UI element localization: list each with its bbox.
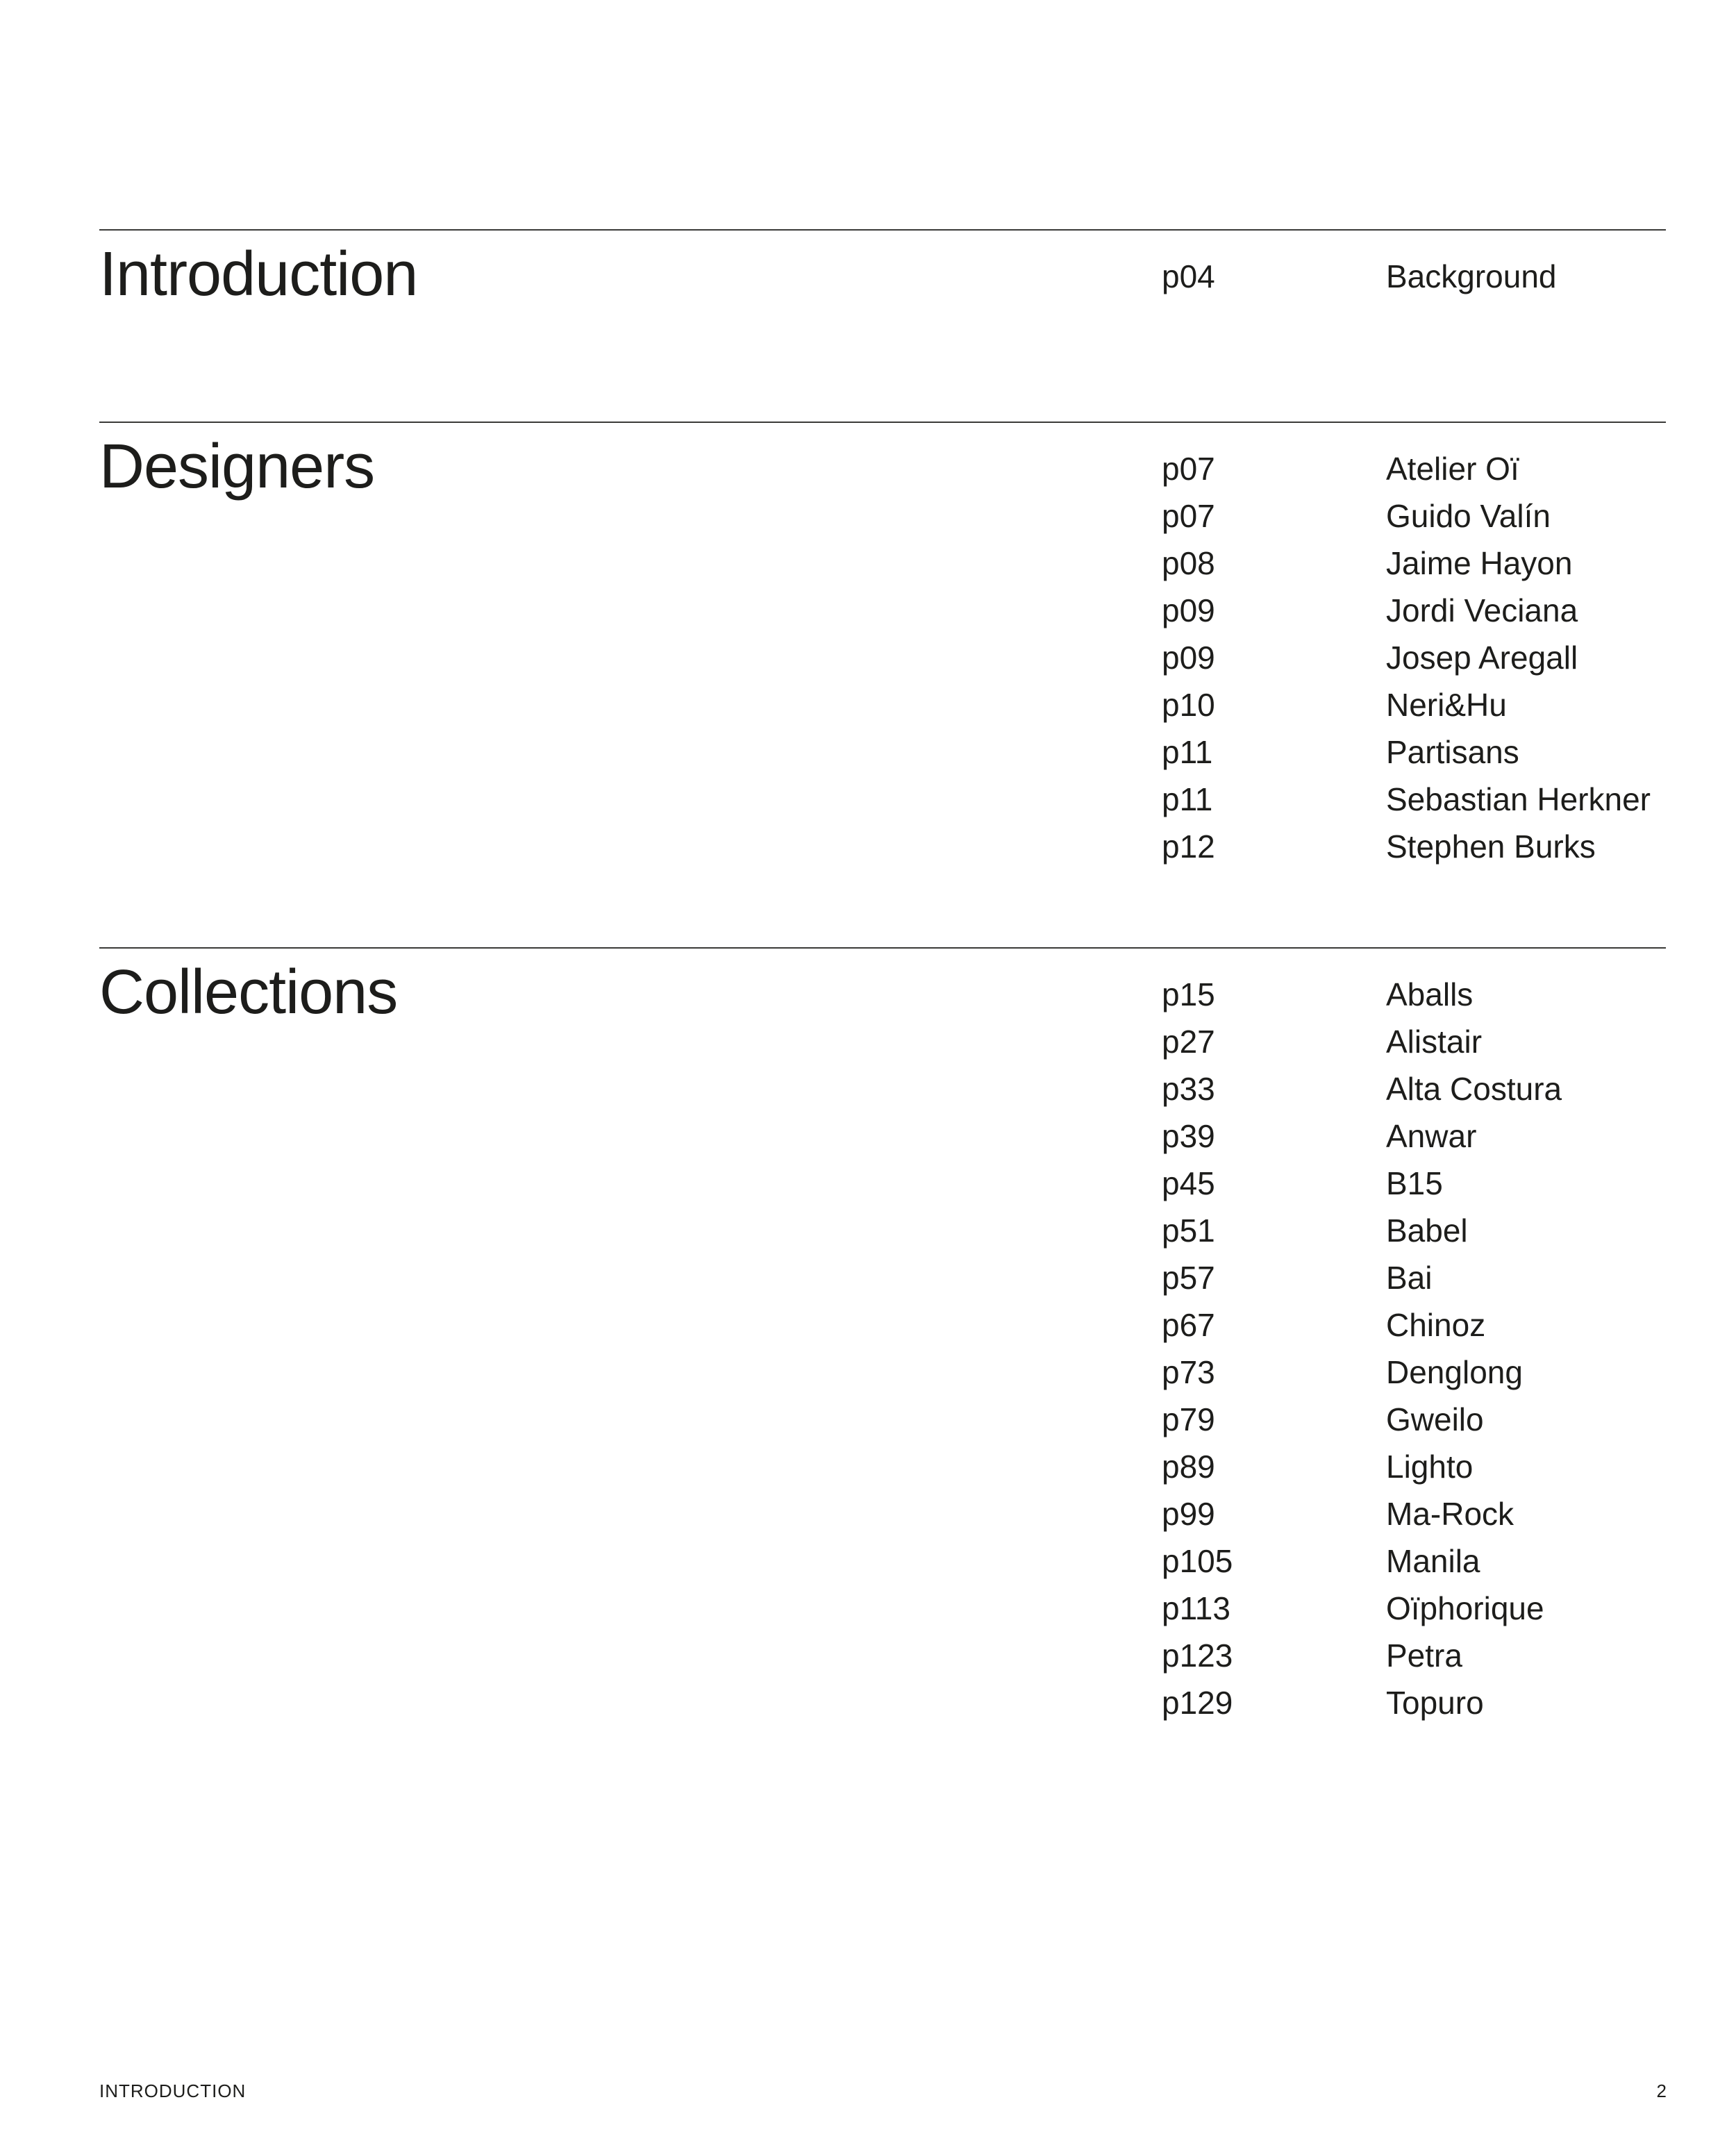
toc-entry-title: Alistair [1386, 1024, 1483, 1060]
toc-entry[interactable] [1162, 823, 1651, 870]
section-title: Collections [99, 958, 398, 1027]
toc-entry[interactable] [1162, 1537, 1562, 1585]
toc-page-number: p08 [1162, 545, 1215, 581]
toc-entry[interactable] [1162, 776, 1651, 823]
toc-page-number: p105 [1162, 1543, 1233, 1579]
toc-entry[interactable] [1162, 445, 1651, 492]
toc-entry[interactable] [1162, 1301, 1562, 1349]
toc-page-number: p79 [1162, 1401, 1215, 1437]
toc-entry-title: Background [1386, 258, 1557, 294]
toc-entry-title: Alta Costura [1386, 1071, 1562, 1107]
toc-page-number: p09 [1162, 640, 1215, 676]
toc-entry-title: Petra [1386, 1637, 1462, 1674]
toc-page-number: p129 [1162, 1685, 1233, 1721]
toc-entry-title: B15 [1386, 1165, 1443, 1201]
toc-entry-title: Oïphorique [1386, 1590, 1544, 1626]
section-collections [99, 947, 1666, 1782]
toc-page-number: p113 [1162, 1590, 1230, 1626]
toc-entry[interactable] [1162, 634, 1651, 681]
toc-page-number: p45 [1162, 1165, 1215, 1201]
toc-page-number: p73 [1162, 1354, 1215, 1390]
toc-entry-title: Partisans [1386, 734, 1519, 770]
toc-entry[interactable] [1162, 1018, 1562, 1065]
toc-entry[interactable] [1162, 1490, 1562, 1537]
toc-page-number: p07 [1162, 498, 1215, 534]
section-designers [99, 422, 1666, 949]
toc-entry[interactable] [1162, 1349, 1562, 1396]
toc-entry-title: Anwar [1386, 1118, 1477, 1154]
toc-entry[interactable] [1162, 681, 1651, 728]
toc-entry[interactable] [1162, 492, 1651, 540]
toc-page-number: p57 [1162, 1260, 1215, 1296]
toc-page-number: p07 [1162, 451, 1215, 487]
toc-entry-title: Topuro [1386, 1685, 1484, 1721]
toc-page-number: p123 [1162, 1637, 1233, 1674]
toc-entry-title: Lighto [1386, 1449, 1474, 1485]
section-title: Introduction [99, 240, 418, 309]
toc-list [1162, 253, 1557, 300]
toc-entry[interactable] [1162, 253, 1557, 300]
toc-entry-title: Manila [1386, 1543, 1480, 1579]
toc-entry-title: Josep Aregall [1386, 640, 1578, 676]
toc-entry[interactable] [1162, 540, 1651, 587]
toc-page-number: p67 [1162, 1307, 1215, 1343]
toc-page-number: p09 [1162, 592, 1215, 628]
toc-page-number: p27 [1162, 1024, 1215, 1060]
toc-entry-title: Stephen Burks [1386, 828, 1596, 865]
toc-entry[interactable] [1162, 1160, 1562, 1207]
toc-entry[interactable] [1162, 587, 1651, 634]
toc-entry-title: Guido Valín [1386, 498, 1551, 534]
footer-section-label: INTRODUCTION [99, 2081, 247, 2101]
toc-page-number: p33 [1162, 1071, 1215, 1107]
toc-page-number: p15 [1162, 976, 1215, 1012]
toc-entry[interactable] [1162, 1632, 1562, 1679]
toc-entry-title: Jaime Hayon [1386, 545, 1573, 581]
toc-entry-title: Bai [1386, 1260, 1433, 1296]
toc-entry-title: Jordi Veciana [1386, 592, 1578, 628]
section-title: Designers [99, 432, 375, 501]
toc-entry-title: Sebastian Herkner [1386, 781, 1651, 817]
toc-entry-title: Aballs [1386, 976, 1474, 1012]
footer-page-number: 2 [1656, 2081, 1667, 2101]
toc-entry[interactable] [1162, 1396, 1562, 1443]
toc-page-number: p11 [1162, 734, 1213, 770]
toc-page-number: p39 [1162, 1118, 1215, 1154]
toc-entry[interactable] [1162, 1254, 1562, 1301]
toc-entry[interactable] [1162, 1443, 1562, 1490]
toc-entry[interactable] [1162, 1112, 1562, 1160]
toc-page-number: p04 [1162, 258, 1215, 294]
toc-entry[interactable] [1162, 971, 1562, 1018]
toc-entry-title: Denglong [1386, 1354, 1523, 1390]
toc-page-number: p11 [1162, 781, 1213, 817]
toc-entry-title: Ma-Rock [1386, 1496, 1514, 1532]
toc-entry-title: Chinoz [1386, 1307, 1486, 1343]
toc-entry-title: Neri&Hu [1386, 687, 1507, 723]
toc-entry-title: Atelier Oï [1386, 451, 1519, 487]
toc-page-number: p99 [1162, 1496, 1215, 1532]
toc-entry[interactable] [1162, 728, 1651, 776]
toc-page-number: p10 [1162, 687, 1215, 723]
toc-page-number: p51 [1162, 1212, 1215, 1249]
toc-entry[interactable] [1162, 1207, 1562, 1254]
toc-entry-title: Gweilo [1386, 1401, 1484, 1437]
toc-list [1162, 445, 1651, 870]
toc-page-number: p12 [1162, 828, 1215, 865]
toc-entry[interactable] [1162, 1679, 1562, 1726]
toc-entry[interactable] [1162, 1585, 1562, 1632]
toc-page-number: p89 [1162, 1449, 1215, 1485]
toc-entry[interactable] [1162, 1065, 1562, 1112]
toc-list [1162, 971, 1562, 1726]
section-introduction [99, 229, 1666, 424]
toc-entry-title: Babel [1386, 1212, 1468, 1249]
